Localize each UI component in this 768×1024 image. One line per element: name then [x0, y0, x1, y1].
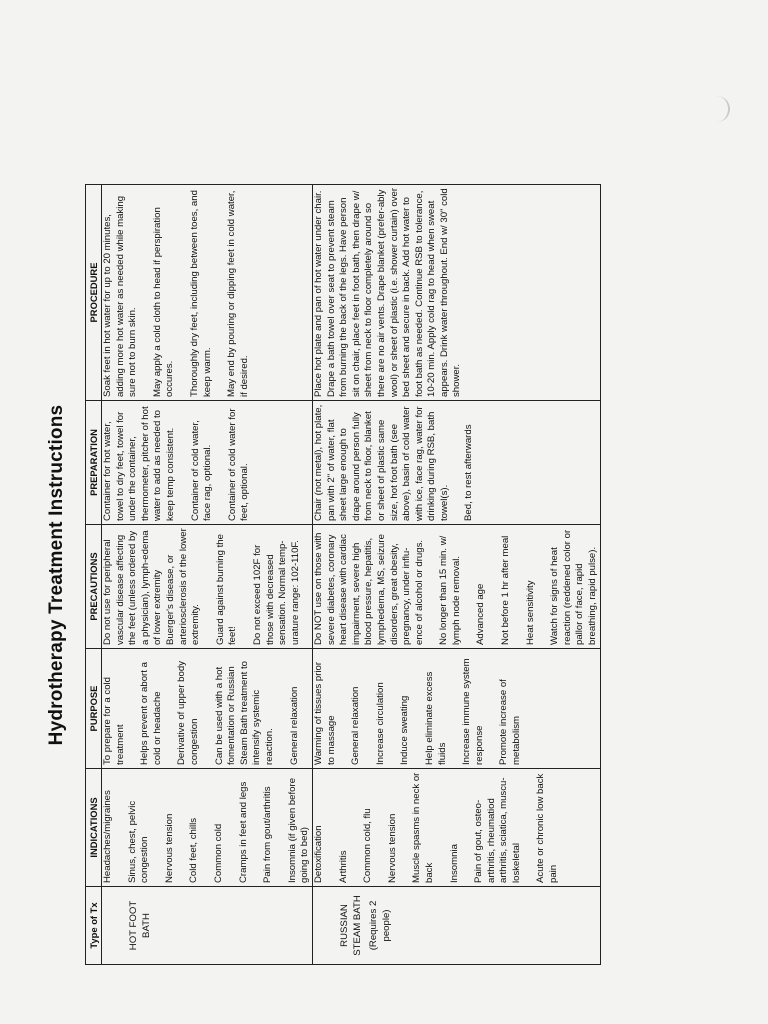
item-gap — [226, 772, 238, 883]
indications-item: Nervous tension — [163, 813, 175, 883]
precautions-item: Do not exceed 102F for those with decreased sensation. Normal temp-urature range: 102-110F. — [251, 540, 301, 645]
procedure-item: Place hot plate and pan of hot water under chair. Drape a bath towel over seat to prevent steam from burning the back of the legs. Have person sit on chair, place feet in foot bath, then drape w/ sheet from neck to floor completely around so there are no air vents. Drape blanket (prefer-ably wool) or sheet of plastic (i.e. shower curtain) over bed sheet and secure in back. Add hot water to foot bath as needed. Continue RSB to tolerance, 10-20 min. Apply cold rag to head when sweat appears. Drink water throughout. End w/ 30" cold shower. — [312, 187, 463, 397]
item-gap — [375, 772, 387, 883]
preparation-cell — [312, 401, 600, 525]
item-gap — [277, 652, 289, 765]
item-gap — [350, 772, 362, 883]
indications-item: Sinus, chest, pelvic congestion — [126, 800, 151, 883]
preparation-cell — [102, 401, 313, 525]
purpose-item: Help eliminate excess fluids — [423, 671, 448, 765]
procedure-cell — [312, 185, 600, 401]
item-gap — [202, 652, 214, 765]
indications-item: Insomnia (if given before going to bed) — [286, 777, 311, 883]
item-gap — [451, 404, 463, 521]
indications-item: Insomnia — [448, 844, 460, 883]
indications-item: Common cold — [212, 823, 224, 883]
purpose-cell — [102, 649, 313, 769]
purpose-item: To prepare for a cold treatment — [102, 677, 126, 765]
item-gap — [203, 528, 215, 645]
item-gap — [387, 652, 399, 765]
precautions-item: Advanced age — [475, 583, 487, 645]
purpose-item: General relaxation — [350, 686, 362, 765]
precautions-item: Not before 1 hr after meal — [500, 535, 512, 645]
indications-item: Muscle spasms in neck or back — [411, 772, 435, 883]
item-gap — [164, 652, 176, 765]
header-row — [86, 185, 102, 965]
indications-cell — [102, 769, 313, 887]
precautions-cell — [312, 525, 600, 649]
indications-item: Cramps in feet and legs — [237, 781, 249, 883]
procedure-item: Soak feet in hot water for up to 20 minutes, adding more hot water as needed while making sure not to burn skin. — [102, 195, 139, 397]
precautions-item: Do not use for peripheral vascular disease affecting the feet (unless ordered by a physician), lymph-edema of lower extremity Buerger's disease, or arteriosclerosis of the lower extremity. — [102, 528, 202, 645]
item-gap — [140, 188, 152, 397]
table-row — [102, 185, 313, 965]
rotated-sheet — [35, 185, 700, 965]
header-preparation: PREPARATION — [86, 401, 102, 525]
treatment-type-cell — [312, 887, 600, 965]
treatment-type: HOT FOOT BATH — [128, 900, 152, 951]
precautions-item: Do NOT use on those with severe diabetes, coronary heart disease with cardiac impairment, severe high blood pressure, hepatitis, lymphedema, MS, seizure disorders, great obesity, pregnancy, under influ-ence of alcohol or drugs. — [312, 532, 425, 645]
precautions-item: Watch for signs of heat reaction (reddened color or pallor of face, rapid breathing, rapid pulse). — [549, 529, 599, 645]
indications-item: Pain from gout/arthritis — [262, 786, 274, 883]
purpose-item: General relaxation — [288, 686, 300, 765]
header-purpose: PURPOSE — [86, 649, 102, 769]
item-gap — [486, 652, 498, 765]
procedure-cell — [102, 185, 313, 401]
item-gap — [363, 652, 375, 765]
treatment-type-cell — [102, 887, 313, 965]
purpose-item: Promote increase of metabolism — [498, 679, 522, 765]
treatment-table — [85, 184, 601, 965]
indications-item: Acute or chronic low back pain — [535, 773, 560, 883]
preparation-item: Chair (not metal), hot plate, pan with 2" of water, flat sheet large enough to drape around person fully from neck to floor, blanket or sheet of plastic same size, hot foot bath (see above), basin of cold water with ice, face rag, water for drinking during RSB, bath towel(s). — [312, 404, 450, 521]
item-gap — [523, 772, 535, 883]
procedure-item: May end by pouring or dipping feet in cold water, if desired. — [226, 190, 250, 397]
treatment-type-note: (Requires 2 people) — [368, 900, 392, 951]
page-title: Hydrotherapy Treatment Instructions — [46, 404, 67, 746]
precautions-item: Guard against burning the feet! — [214, 534, 239, 645]
precautions-item: No longer than 15 min. w/ lymph node removal. — [438, 535, 462, 645]
item-gap — [437, 772, 449, 883]
item-gap — [240, 528, 252, 645]
indications-cell — [312, 769, 600, 887]
item-gap — [412, 652, 424, 765]
item-gap — [177, 188, 189, 397]
item-gap — [488, 528, 500, 645]
item-gap — [214, 188, 226, 397]
indications-item: Detoxification — [312, 825, 324, 883]
header-type: Type of Tx — [86, 887, 102, 965]
header-indications: INDICATIONS — [86, 769, 102, 887]
binder-hole — [704, 96, 730, 122]
item-gap — [537, 528, 549, 645]
purpose-item: Derivative of upper body congestion — [176, 661, 200, 765]
purpose-item: Increase circulation — [374, 682, 386, 765]
procedure-item: Thoroughly dry feet, including between toes, and keep warm. — [188, 190, 213, 397]
item-gap — [127, 652, 139, 765]
item-gap — [275, 772, 287, 883]
preparation-item: Container of cold water, face rag, optional. — [189, 420, 214, 521]
item-gap — [449, 652, 461, 765]
header-procedure: PROCEDURE — [86, 185, 102, 401]
purpose-item: Helps prevent or abort a cold or headache — [139, 662, 163, 765]
purpose-item: Increase immune system response — [461, 658, 485, 765]
purpose-item: Induce sweating — [399, 695, 411, 765]
indications-item: Cold feet, chills — [188, 817, 200, 883]
item-gap — [178, 404, 190, 521]
item-gap — [250, 772, 262, 883]
header-precautions: PRECAUTIONS — [86, 525, 102, 649]
indications-item: Arthritis — [337, 850, 349, 883]
item-gap — [513, 528, 525, 645]
preparation-item: Container for hot water, towel to dry feet, towel for under the container, thermometer, pitcher of hot water to add as needed to keep temp consistent. — [102, 406, 176, 521]
indications-item: Headaches/migraines — [102, 790, 113, 883]
item-gap — [152, 772, 164, 883]
purpose-item: Can be used with a hot fomentation or Russian Steam Bath treatment to intensify systemic reaction. — [213, 661, 275, 765]
item-gap — [463, 528, 475, 645]
preparation-item: Container of cold water for feet, optional. — [226, 408, 251, 521]
indications-item: Common cold, flu — [362, 808, 374, 883]
procedure-item: May apply a cold cloth to head if perspiration occures. — [151, 207, 176, 397]
item-gap — [176, 772, 188, 883]
purpose-item: Warming of tissues prior to massage — [312, 661, 337, 765]
treatment-type: RUSSIAN STEAM BATH — [338, 895, 363, 956]
item-gap — [215, 404, 227, 521]
item-gap — [426, 528, 438, 645]
preparation-item: Bed, to rest afterwards — [463, 424, 475, 521]
item-gap — [461, 772, 473, 883]
item-gap — [399, 772, 411, 883]
table-row — [312, 185, 600, 965]
indications-item: Nervous tension — [386, 813, 398, 883]
indications-item: Pain of gout, osteo-arthritis, rheumatiod arthritis, sciatica, muscu-loskeletal — [473, 777, 522, 883]
item-gap — [338, 652, 350, 765]
purpose-cell — [312, 649, 600, 769]
item-gap — [326, 772, 338, 883]
precautions-item: Heat sensitivity — [524, 580, 536, 645]
precautions-cell — [102, 525, 313, 649]
item-gap — [201, 772, 213, 883]
item-gap — [115, 772, 127, 883]
